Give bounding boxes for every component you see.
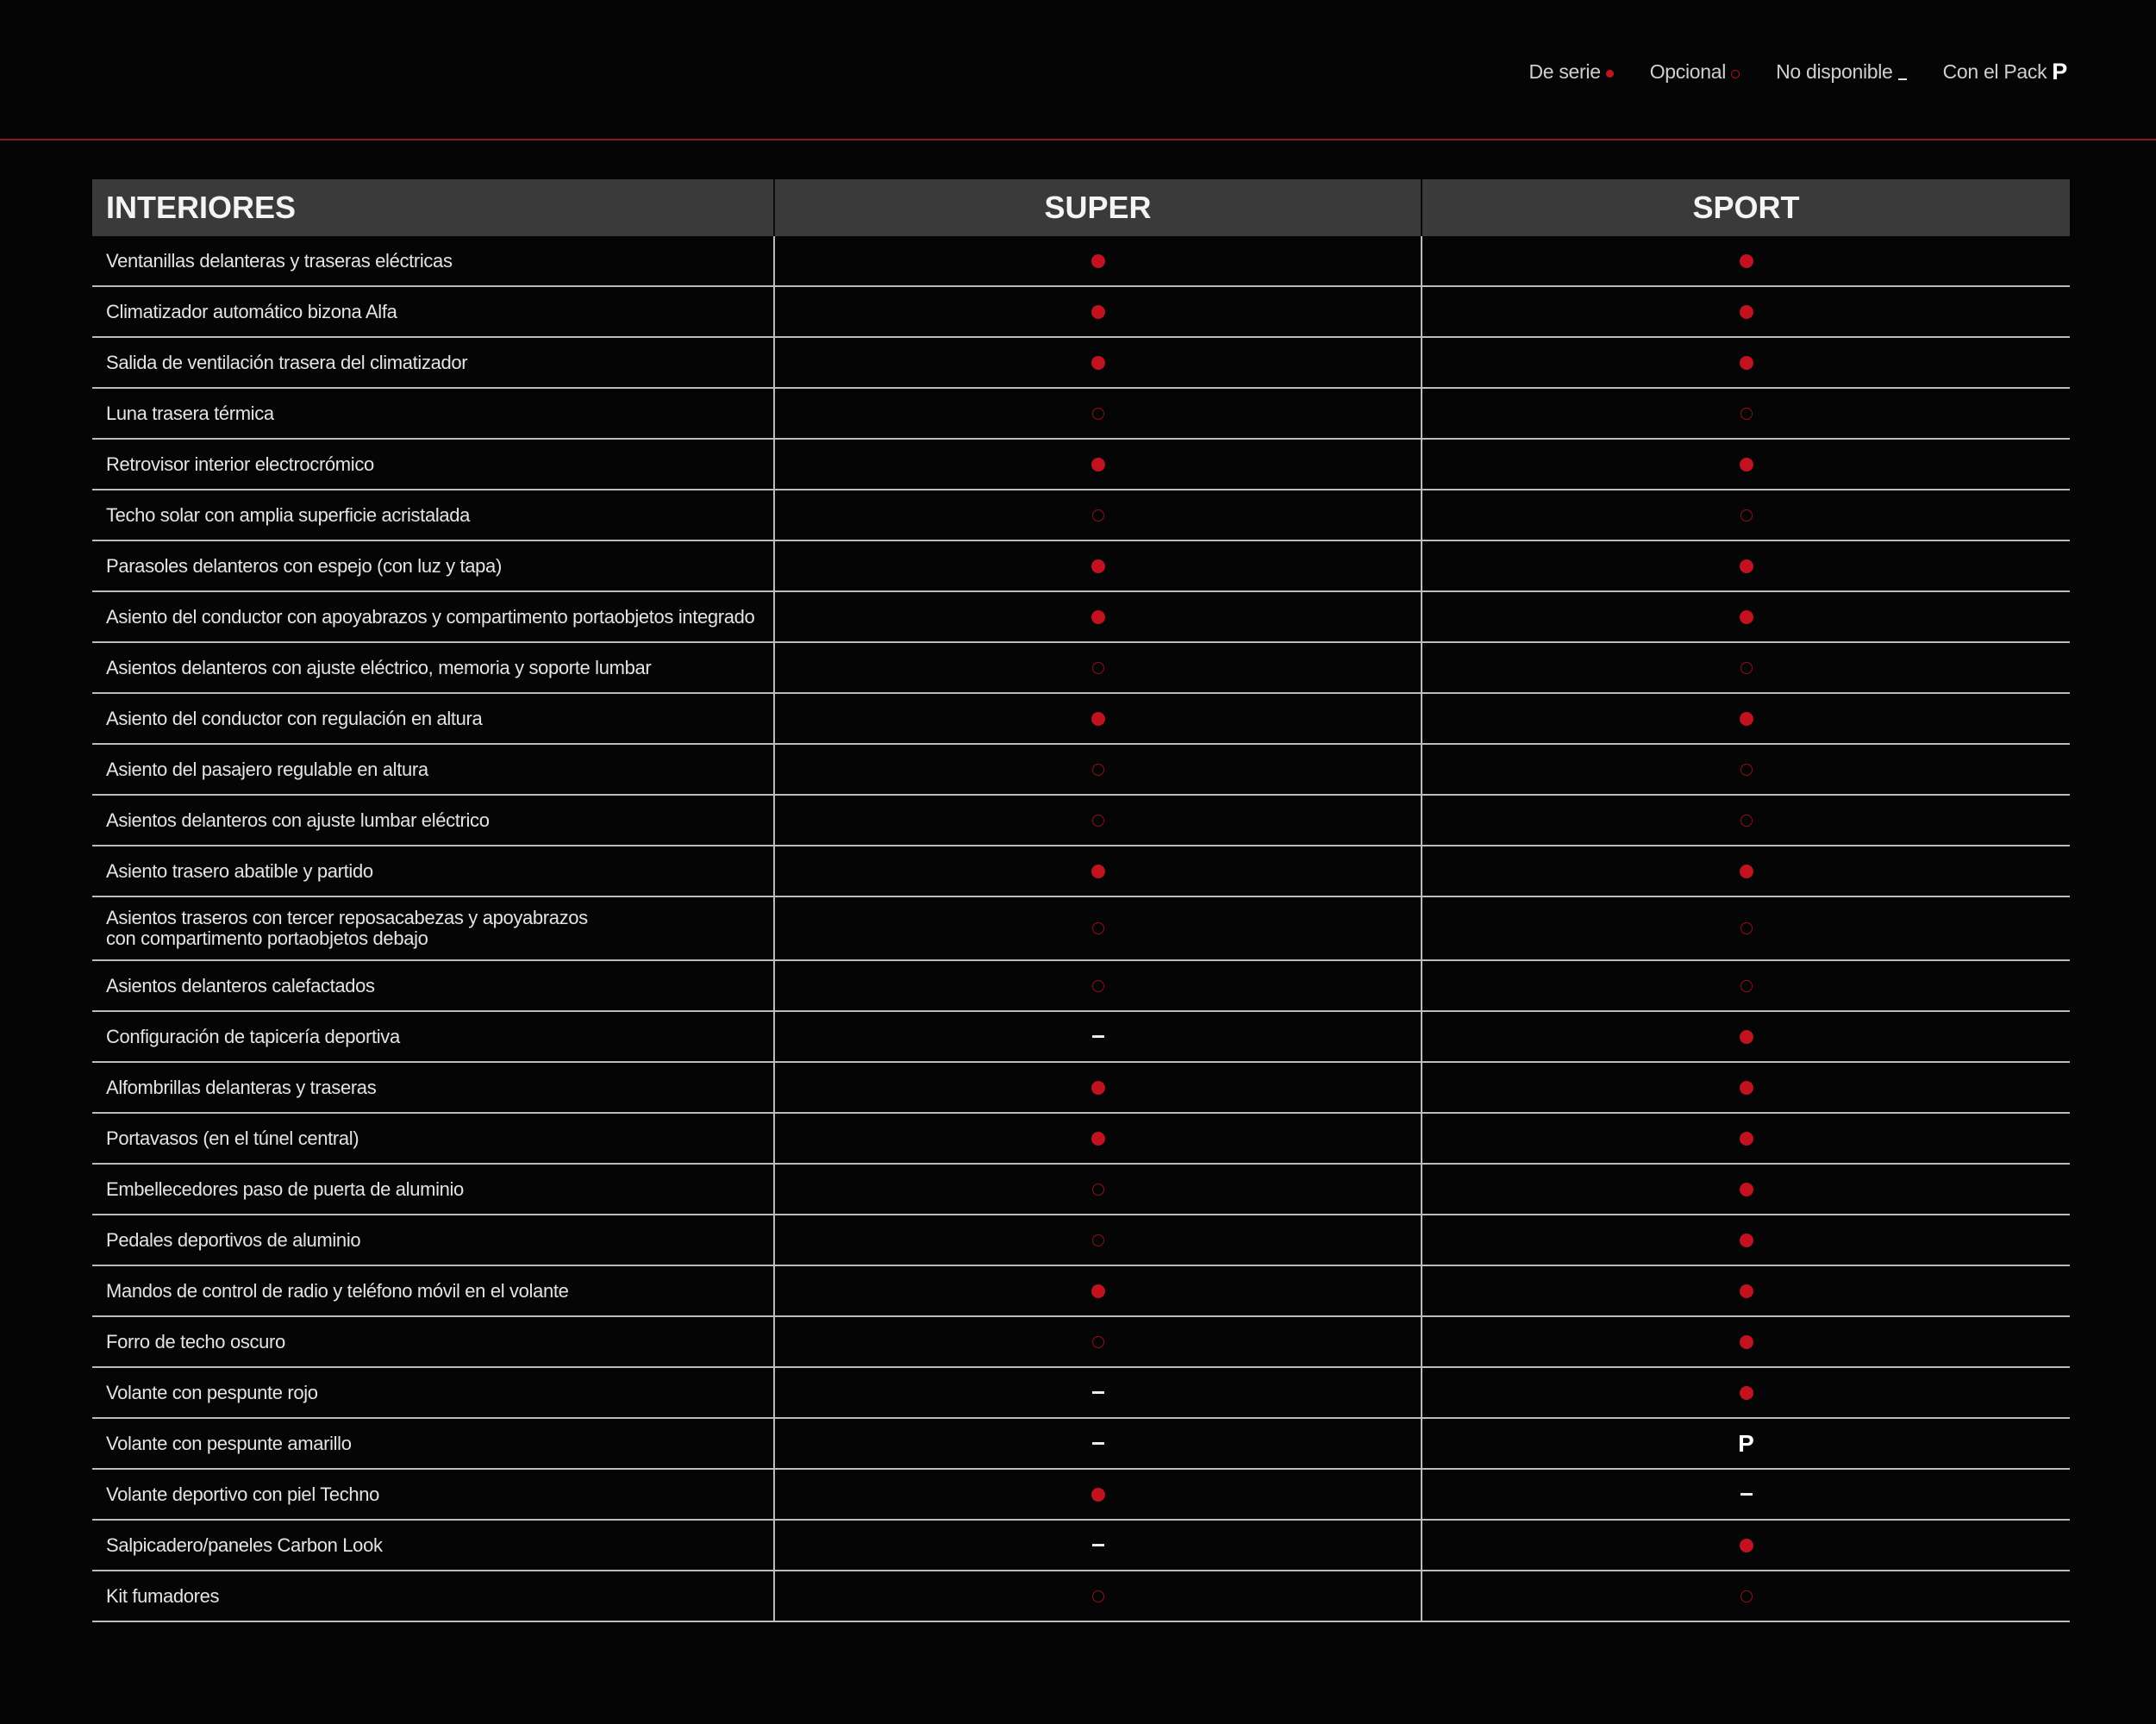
feature-label: Volante con pespunte rojo (92, 1368, 775, 1417)
table-row (92, 1317, 2070, 1368)
feature-label: Portavasos (en el túnel central) (92, 1114, 775, 1163)
filled-dot-icon (1740, 356, 1753, 370)
filled-dot-icon (1740, 1539, 1753, 1552)
table-row (92, 1215, 2070, 1266)
table-row (92, 1165, 2070, 1215)
super-cell (775, 796, 1422, 845)
dash-icon (1092, 1544, 1104, 1546)
table-row (92, 236, 2070, 287)
sport-cell (1422, 1317, 2070, 1366)
hollow-circle-icon (1092, 408, 1104, 420)
hollow-circle-icon (1740, 1590, 1753, 1602)
filled-dot-icon (1091, 1081, 1105, 1095)
sport-cell (1422, 796, 2070, 845)
table-row (92, 338, 2070, 389)
super-cell (775, 389, 1422, 438)
sport-cell (1422, 1571, 2070, 1621)
feature-label: Asientos delanteros con ajuste eléctrico, memoria y soporte lumbar (92, 643, 775, 692)
feature-label: Asiento del conductor con apoyabrazos y compartimento portaobjetos integrado (92, 592, 775, 641)
super-cell (775, 643, 1422, 692)
table-row (92, 1012, 2070, 1063)
super-cell (775, 1368, 1422, 1417)
hollow-circle-icon (1740, 764, 1753, 776)
hollow-circle-icon (1092, 662, 1104, 674)
filled-dot-icon (1091, 1284, 1105, 1298)
sport-cell (1422, 1368, 2070, 1417)
table-row (92, 1114, 2070, 1165)
legend-standard (1528, 60, 1613, 84)
filled-dot-icon (1091, 356, 1105, 370)
feature-label (92, 897, 775, 959)
sport-cell (1422, 236, 2070, 285)
sport-cell (1422, 287, 2070, 336)
hollow-circle-icon (1731, 70, 1740, 78)
table-row (92, 897, 2070, 961)
hollow-circle-icon (1092, 1234, 1104, 1246)
table-row (92, 961, 2070, 1012)
super-cell (775, 236, 1422, 285)
filled-dot-icon (1091, 254, 1105, 268)
filled-dot-icon (1740, 1183, 1753, 1196)
super-cell (775, 592, 1422, 641)
table-row (92, 389, 2070, 440)
table-row (92, 440, 2070, 490)
sport-cell (1422, 1114, 2070, 1163)
table-row (92, 796, 2070, 846)
super-cell (775, 287, 1422, 336)
legend-standard-label: De serie (1528, 60, 1601, 83)
sport-cell (1422, 338, 2070, 387)
filled-dot-icon (1740, 1132, 1753, 1146)
super-cell (775, 1114, 1422, 1163)
feature-label: Asiento del conductor con regulación en altura (92, 694, 775, 743)
sport-cell (1422, 961, 2070, 1010)
sport-cell (1422, 389, 2070, 438)
legend-pack (1943, 59, 2067, 85)
hollow-circle-icon (1092, 1184, 1104, 1196)
sport-cell (1422, 897, 2070, 959)
feature-label: Volante deportivo con piel Techno (92, 1470, 775, 1519)
legend-optional-label: Opcional (1649, 60, 1727, 83)
dash-icon (1740, 1493, 1753, 1496)
dash-icon (1092, 1035, 1104, 1038)
table-row (92, 1571, 2070, 1622)
header-divider (0, 139, 2156, 141)
hollow-circle-icon (1092, 922, 1104, 934)
sport-cell (1422, 1419, 2070, 1468)
sport-cell (1422, 490, 2070, 540)
sport-cell (1422, 846, 2070, 896)
sport-cell (1422, 440, 2070, 489)
feature-label-line1: Asientos traseros con tercer reposacabezas y apoyabrazos (106, 907, 588, 928)
table-row (92, 846, 2070, 897)
table-row (92, 592, 2070, 643)
super-cell (775, 1521, 1422, 1570)
super-cell (775, 1419, 1422, 1468)
feature-label: Asiento trasero abatible y partido (92, 846, 775, 896)
sport-cell (1422, 1521, 2070, 1570)
filled-dot-icon (1091, 1132, 1105, 1146)
sport-cell (1422, 1063, 2070, 1112)
hollow-circle-icon (1092, 1590, 1104, 1602)
hollow-circle-icon (1740, 408, 1753, 420)
sport-cell (1422, 643, 2070, 692)
feature-label: Luna trasera térmica (92, 389, 775, 438)
filled-dot-icon (1740, 559, 1753, 573)
sport-cell (1422, 745, 2070, 794)
super-cell (775, 694, 1422, 743)
pack-p-icon: P (2052, 59, 2067, 84)
hollow-circle-icon (1092, 509, 1104, 522)
feature-label: Forro de techo oscuro (92, 1317, 775, 1366)
sport-cell (1422, 1165, 2070, 1214)
table-row (92, 694, 2070, 745)
filled-dot-icon (1091, 305, 1105, 319)
table-row (92, 1419, 2070, 1470)
table-row (92, 1521, 2070, 1571)
super-cell (775, 1012, 1422, 1061)
super-cell (775, 490, 1422, 540)
feature-label: Mandos de control de radio y teléfono móvil en el volante (92, 1266, 775, 1315)
feature-label: Ventanillas delanteras y traseras eléctricas (92, 236, 775, 285)
super-cell (775, 440, 1422, 489)
table-row (92, 1266, 2070, 1317)
filled-dot-icon (1740, 610, 1753, 624)
dash-icon (1092, 1442, 1104, 1445)
feature-label: Techo solar con amplia superficie acristalada (92, 490, 775, 540)
super-cell (775, 745, 1422, 794)
table-row (92, 490, 2070, 541)
super-cell (775, 1266, 1422, 1315)
filled-dot-icon (1740, 458, 1753, 472)
hollow-circle-icon (1092, 764, 1104, 776)
dash-icon (1092, 1391, 1104, 1394)
feature-label: Asientos delanteros con ajuste lumbar eléctrico (92, 796, 775, 845)
sport-cell (1422, 592, 2070, 641)
legend-not-available (1776, 60, 1906, 84)
filled-dot-icon (1091, 559, 1105, 573)
interiors-spec-table (92, 179, 2070, 1622)
feature-label: Kit fumadores (92, 1571, 775, 1621)
super-cell (775, 541, 1422, 590)
table-row (92, 745, 2070, 796)
hollow-circle-icon (1740, 980, 1753, 992)
super-cell (775, 897, 1422, 959)
hollow-circle-icon (1092, 815, 1104, 827)
feature-label: Climatizador automático bizona Alfa (92, 287, 775, 336)
hollow-circle-icon (1740, 509, 1753, 522)
sport-cell (1422, 1470, 2070, 1519)
super-cell (775, 1215, 1422, 1265)
filled-dot-icon (1606, 70, 1614, 78)
super-cell (775, 1470, 1422, 1519)
legend-optional (1650, 60, 1740, 84)
sport-cell (1422, 1215, 2070, 1265)
hollow-circle-icon (1092, 980, 1104, 992)
table-row (92, 1470, 2070, 1521)
hollow-circle-icon (1740, 922, 1753, 934)
sport-cell (1422, 1266, 2070, 1315)
pack-p-icon: P (1738, 1429, 1754, 1457)
filled-dot-icon (1091, 865, 1105, 878)
dash-icon (1898, 78, 1907, 80)
super-cell (775, 1317, 1422, 1366)
super-cell (775, 1063, 1422, 1112)
header-sport: SPORT (1692, 190, 1800, 225)
table-row (92, 287, 2070, 338)
hollow-circle-icon (1740, 662, 1753, 674)
table-row (92, 541, 2070, 592)
feature-label: Asiento del pasajero regulable en altura (92, 745, 775, 794)
table-row (92, 643, 2070, 694)
super-cell (775, 1571, 1422, 1621)
header-super: SUPER (775, 179, 1422, 236)
super-cell (775, 1165, 1422, 1214)
feature-label: Configuración de tapicería deportiva (92, 1012, 775, 1061)
filled-dot-icon (1740, 305, 1753, 319)
filled-dot-icon (1740, 712, 1753, 726)
legend-not-available-label: No disponible (1776, 60, 1893, 83)
filled-dot-icon (1740, 865, 1753, 878)
feature-label: Asientos delanteros calefactados (92, 961, 775, 1010)
filled-dot-icon (1740, 1386, 1753, 1400)
sport-cell (1422, 541, 2070, 590)
feature-label-line2: con compartimento portaobjetos debajo (106, 928, 428, 949)
table-row (92, 1063, 2070, 1114)
table-row (92, 1368, 2070, 1419)
filled-dot-icon (1740, 1284, 1753, 1298)
feature-label: Pedales deportivos de aluminio (92, 1215, 775, 1265)
filled-dot-icon (1091, 458, 1105, 472)
super-cell (775, 961, 1422, 1010)
feature-label: Embellecedores paso de puerta de aluminio (92, 1165, 775, 1214)
feature-label: Volante con pespunte amarillo (92, 1419, 775, 1468)
table-body (92, 236, 2070, 1622)
hollow-circle-icon (1092, 1336, 1104, 1348)
super-cell (775, 846, 1422, 896)
super-cell (775, 338, 1422, 387)
filled-dot-icon (1740, 1234, 1753, 1247)
table-header (92, 179, 2070, 236)
feature-label: Salida de ventilación trasera del climatizador (92, 338, 775, 387)
hollow-circle-icon (1740, 815, 1753, 827)
legend-pack-label: Con el Pack (1942, 60, 2047, 83)
filled-dot-icon (1091, 610, 1105, 624)
filled-dot-icon (1740, 1030, 1753, 1044)
sport-cell (1422, 1012, 2070, 1061)
legend (1528, 59, 2067, 85)
feature-label: Alfombrillas delanteras y traseras (92, 1063, 775, 1112)
sport-cell (1422, 694, 2070, 743)
header-interiores: INTERIORES (92, 179, 775, 236)
feature-label: Salpicadero/paneles Carbon Look (92, 1521, 775, 1570)
filled-dot-icon (1740, 1081, 1753, 1095)
filled-dot-icon (1740, 254, 1753, 268)
filled-dot-icon (1091, 1488, 1105, 1502)
feature-label: Retrovisor interior electrocrómico (92, 440, 775, 489)
filled-dot-icon (1740, 1335, 1753, 1349)
filled-dot-icon (1091, 712, 1105, 726)
feature-label: Parasoles delanteros con espejo (con luz y tapa) (92, 541, 775, 590)
